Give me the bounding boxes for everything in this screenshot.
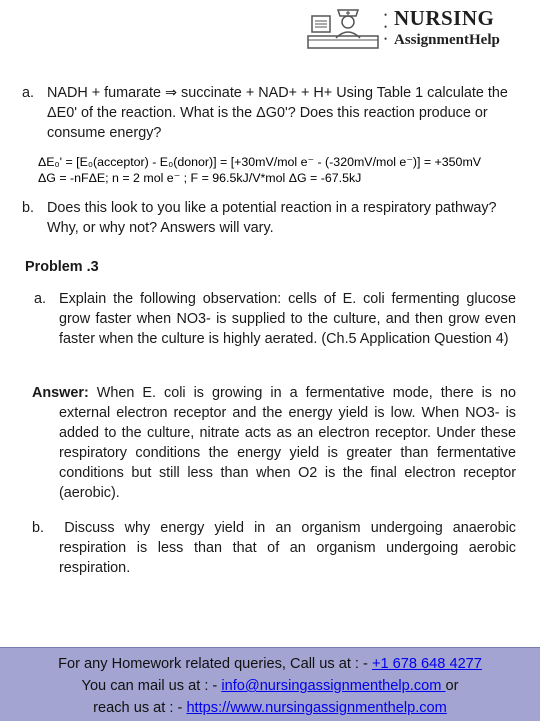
- footer-call-label: For any Homework related queries, Call us at : -: [58, 656, 372, 672]
- answer-text: When E. coli is growing in a fermentative mode, there is no external electron receptor and the energy yield is low. When NO3- is added to the culture, nitrate acts as an electron receptor. Under these respiratory conditions the energy yield is greater than fermentative conditions but still less than when O2 is the final electron receptor (aerobic).: [59, 385, 517, 501]
- formula-line-2: ΔG = -nFΔE; n = 2 mol e⁻ ; F = 96.5kJ/V*mol ΔG = -67.5kJ: [38, 171, 362, 185]
- list-marker: a.: [22, 85, 35, 101]
- list-marker: a.: [34, 291, 47, 307]
- question-text: Discuss why energy yield in an organism undergoing anaerobic respiration is less than that of an organism undergoing aerobic respiration.: [59, 520, 517, 576]
- email-link[interactable]: info@nursingassignmenthelp.com: [221, 678, 446, 694]
- brand-logo: [306, 2, 538, 54]
- footer-line-website: [0, 697, 540, 719]
- brand-name: NURSING: [394, 6, 495, 30]
- footer-mail-label: You can mail us at : -: [81, 678, 222, 694]
- footer-reach-label: reach us at : -: [93, 700, 187, 716]
- nurse-at-desk-icon: [306, 2, 386, 52]
- brand-subtitle: AssignmentHelp: [394, 32, 500, 48]
- problem-question-a: [34, 289, 516, 369]
- formula-line-1: ΔE₀' = [E₀(acceptor) - E₀(donor)] = [+30mV/mol e⁻ - (-320mV/mol e⁻)] = +350mV: [38, 155, 482, 169]
- problem-heading: Problem .3: [25, 259, 99, 275]
- list-marker: b.: [32, 520, 45, 536]
- formula-block: [38, 154, 481, 186]
- question-b-paragraph: [32, 518, 516, 578]
- question-text: NADH + fumarate ⇒ succinate + NAD+ + H+ Using Table 1 calculate the ΔE0' of the reaction. What is the ΔG0'? Does this reaction produce or consume energy?: [47, 85, 508, 141]
- answer-paragraph: [32, 383, 516, 503]
- problem-question-b: [32, 518, 516, 578]
- question-a-top: [22, 83, 520, 143]
- logo-decoration: • • •: [384, 10, 388, 44]
- answer-label: Answer:: [32, 385, 89, 401]
- contact-footer: [0, 647, 540, 721]
- footer-or-text: or: [445, 678, 459, 694]
- footer-line-phone: [0, 653, 540, 675]
- question-b-top: [22, 198, 520, 238]
- phone-link[interactable]: +1 678 648 4277: [371, 656, 482, 672]
- question-text: Explain the following observation: cells of E. coli fermenting glucose grow faster when NO3- is supplied to the culture, and then grow even faster when the culture is highly aerated. (Ch.5 Application Question 4): [59, 291, 516, 347]
- list-marker: b.: [22, 200, 35, 216]
- footer-line-email: [0, 675, 540, 697]
- answer-block: [32, 383, 516, 503]
- question-text: Does this look to you like a potential reaction in a respiratory pathway? Why, or why not? Answers will vary.: [47, 200, 497, 236]
- website-link[interactable]: https://www.nursingassignmenthelp.com: [186, 700, 447, 716]
